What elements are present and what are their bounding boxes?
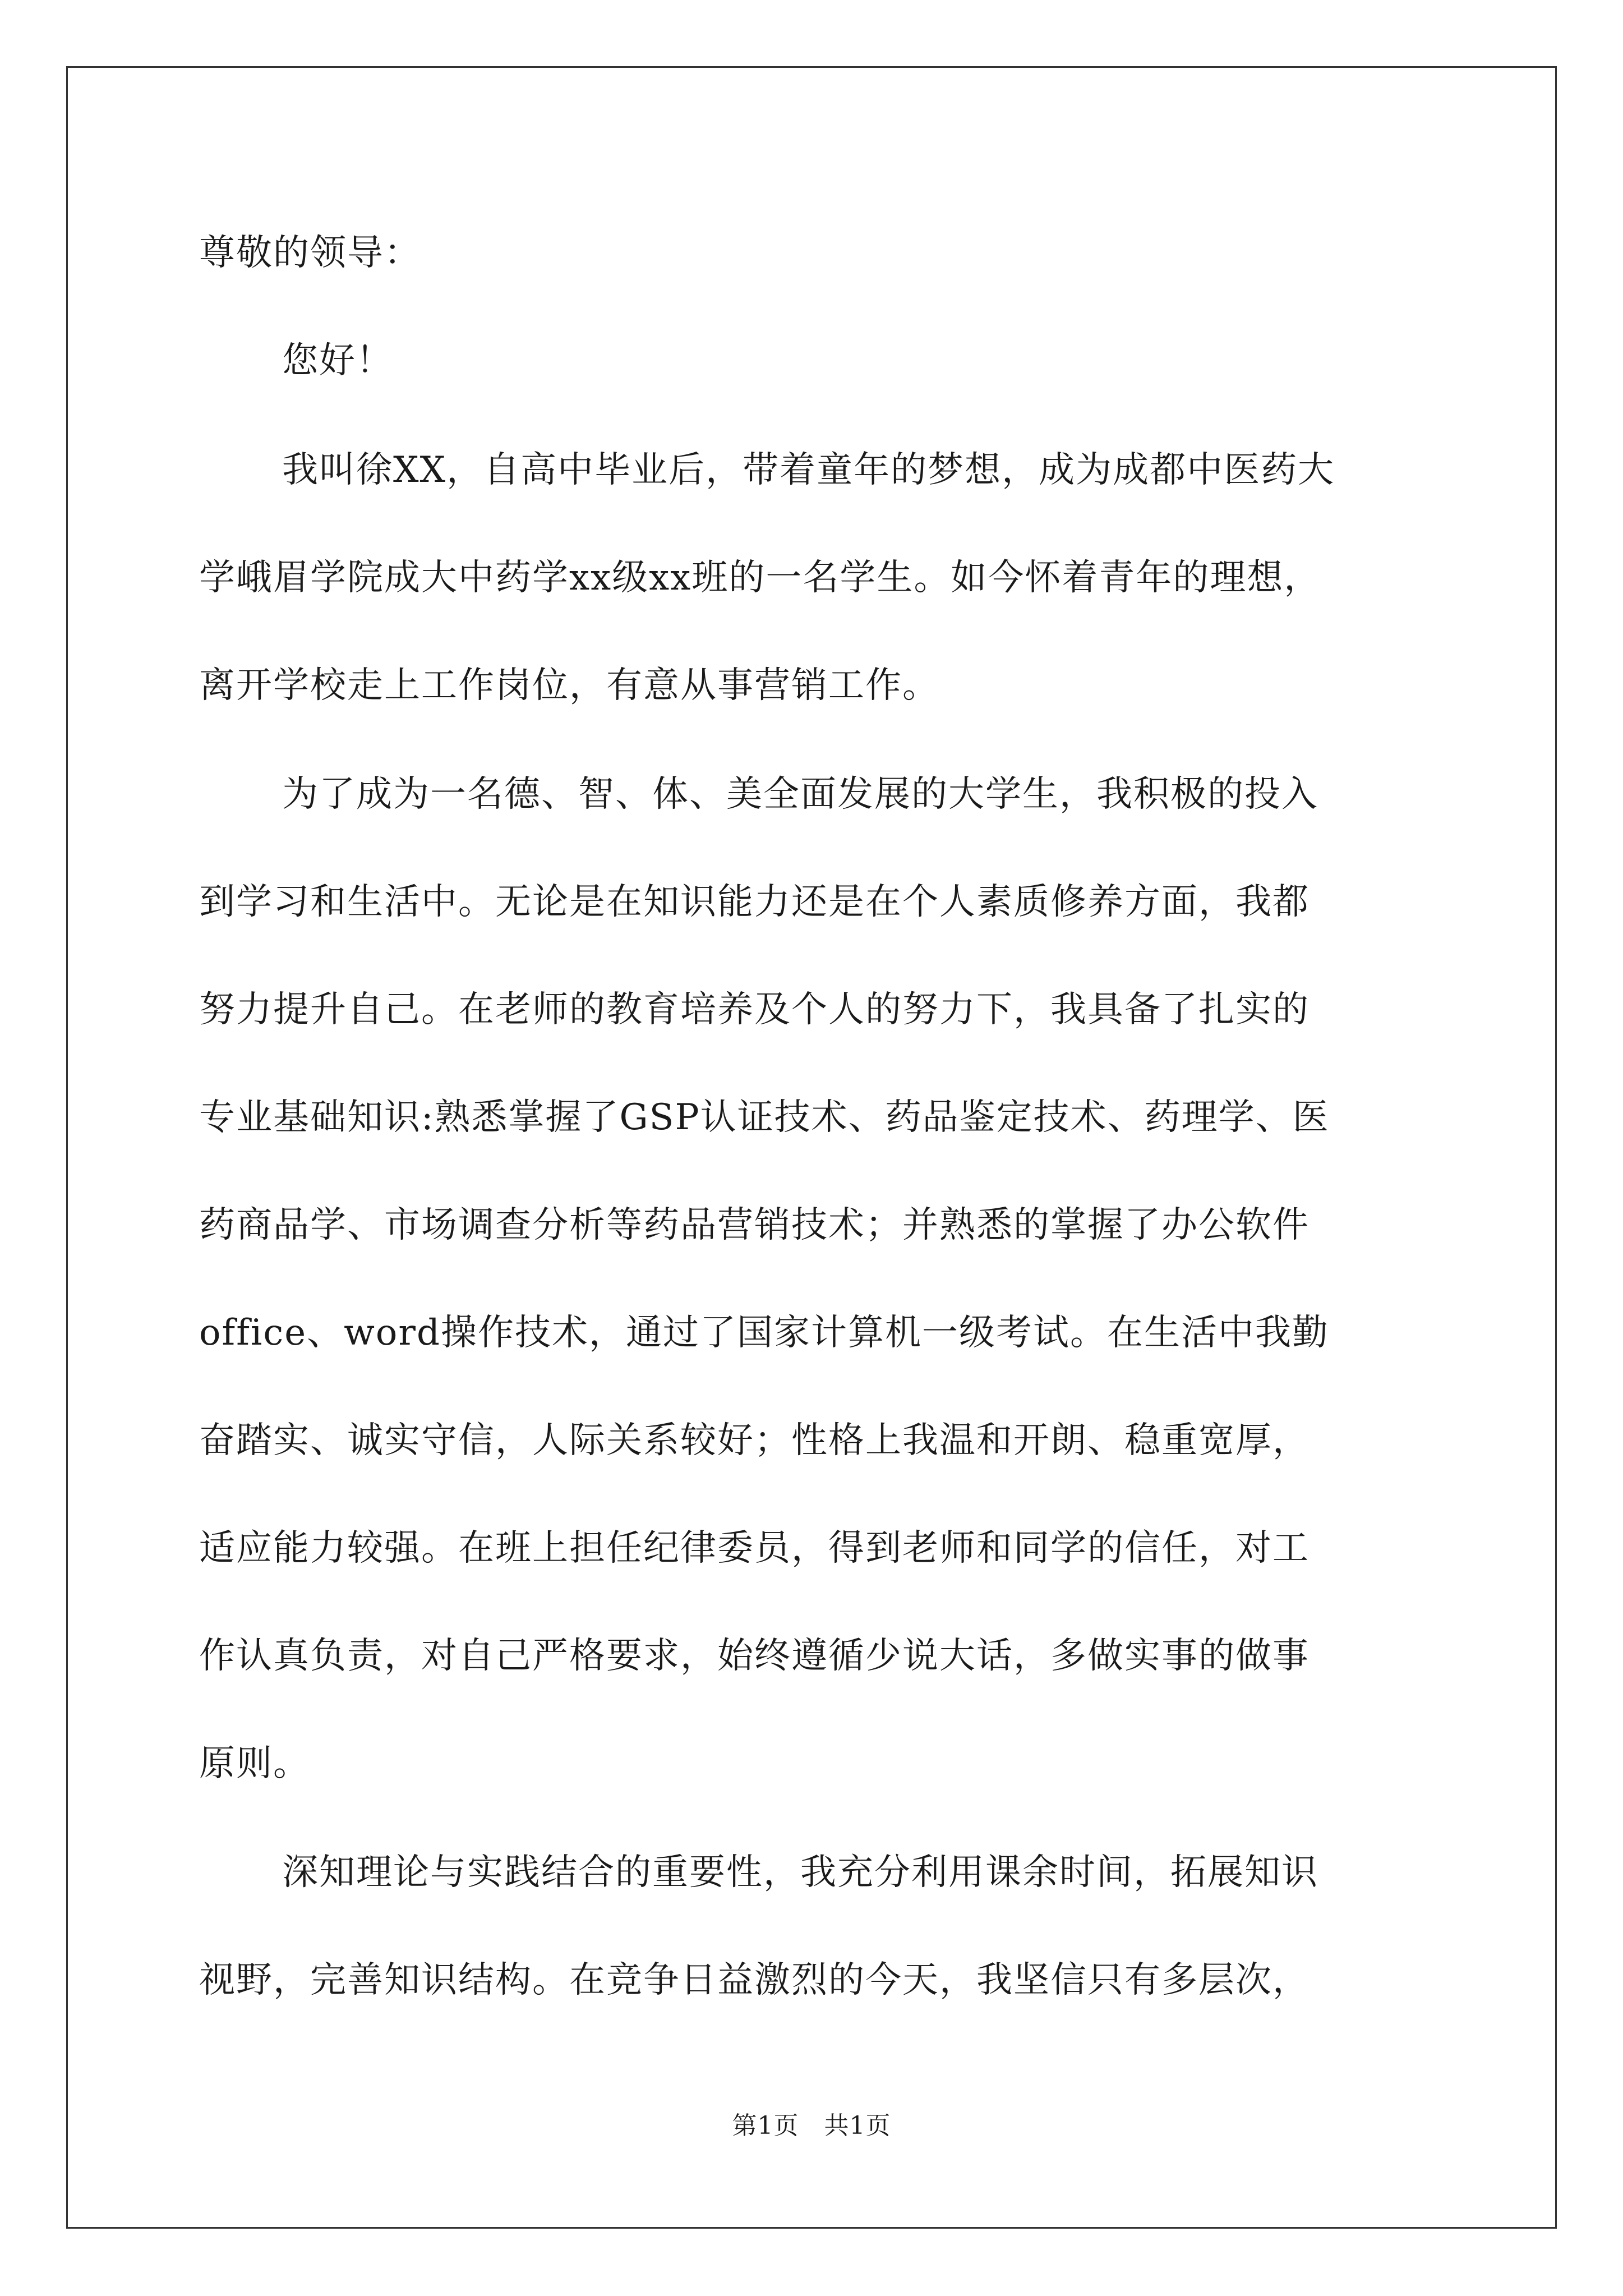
paragraph-2-line: 奋踏实、诚实守信，人际关系较好；性格上我温和开朗、稳重宽厚， xyxy=(199,1420,1310,1461)
paragraph-3-line: 视野，完善知识结构。在竞争日益激烈的今天，我坚信只有多层次， xyxy=(199,1959,1310,2001)
page-number-footer: 第1页 共1页 xyxy=(732,2111,891,2140)
paragraph-2-line: 专业基础知识:熟悉掌握了GSP认证技术、药品鉴定技术、药理学、医 xyxy=(199,1097,1330,1138)
paragraph-2-line: office、word操作技术，通过了国家计算机一级考试。在生活中我勤 xyxy=(199,1312,1329,1354)
paragraph-1-line: 学峨眉学院成大中药学xx级xx班的一名学生。如今怀着青年的理想， xyxy=(199,557,1321,599)
paragraph-1-line: 离开学校走上工作岗位，有意从事营销工作。 xyxy=(199,665,939,706)
greeting: 您好！ xyxy=(282,340,393,381)
paragraph-3-line: 深知理论与实践结合的重要性，我充分利用课余时间，拓展知识 xyxy=(282,1852,1318,1893)
paragraph-2-line: 作认真负责，对自己严格要求，始终遵循少说大话，多做实事的做事 xyxy=(199,1635,1310,1677)
salutation: 尊敬的领导： xyxy=(199,232,421,274)
paragraph-1-line: 我叫徐XX，自高中毕业后，带着童年的梦想，成为成都中医药大 xyxy=(282,449,1335,491)
paragraph-2-line: 到学习和生活中。无论是在知识能力还是在个人素质修养方面，我都 xyxy=(199,881,1310,923)
paragraph-2-line: 适应能力较强。在班上担任纪律委员，得到老师和同学的信任，对工 xyxy=(199,1527,1310,1569)
page-border xyxy=(66,66,1557,2229)
paragraph-2-line: 为了成为一名德、智、体、美全面发展的大学生，我积极的投入 xyxy=(282,774,1318,815)
paragraph-2-line: 药商品学、市场调查分析等药品营销技术；并熟悉的掌握了办公软件 xyxy=(199,1204,1310,1246)
paragraph-2-line: 努力提升自己。在老师的教育培养及个人的努力下，我具备了扎实的 xyxy=(199,989,1310,1030)
paragraph-2-line: 原则。 xyxy=(199,1743,310,1784)
